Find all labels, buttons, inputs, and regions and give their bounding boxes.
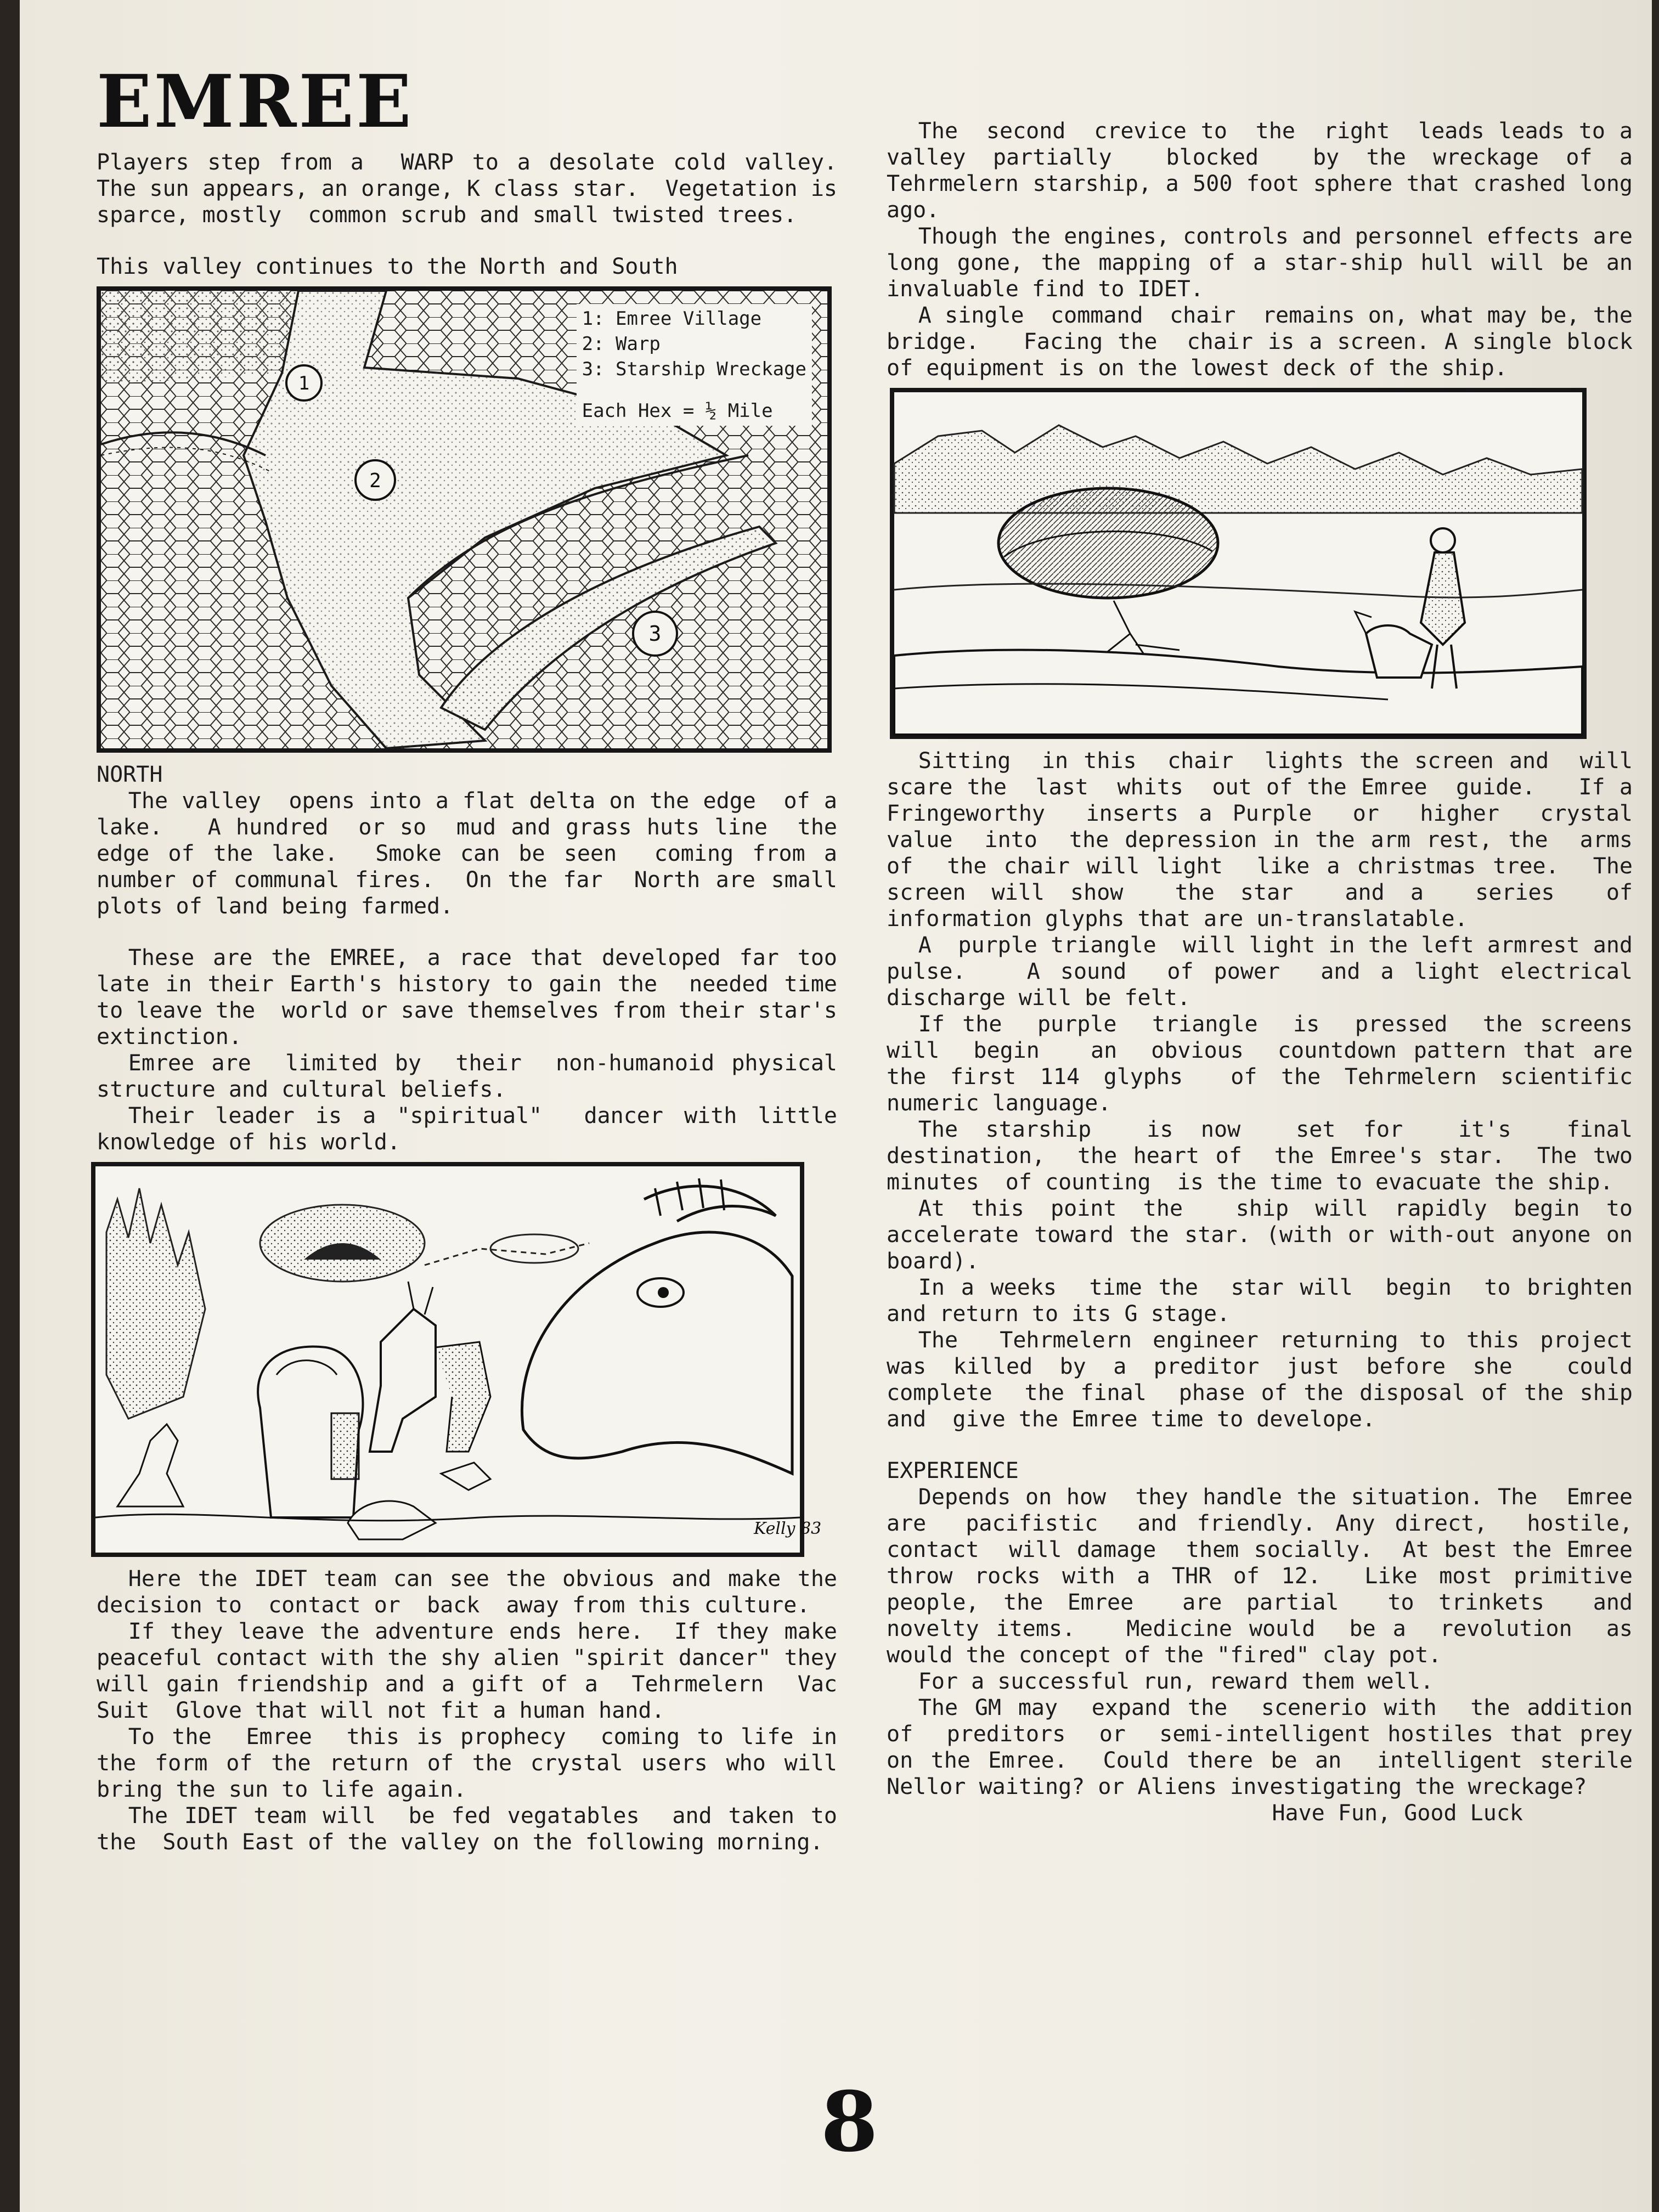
starship-illustration	[890, 388, 1587, 739]
hospitality-paragraph: The IDET team will be fed vegatables and taken to the South East of the valley on the following morning.	[97, 1803, 851, 1855]
sitting-paragraph: Sitting in this chair lights the screen and will scare the last whits out of the Emree guide. If a Fringeworthy inserts a Purple or higher crystal value into the depression in the arm rest, the arms of the chair will light like a christmas tree. The screen will show the star and a series of information glyphs that are un-translatable.	[887, 748, 1659, 932]
page-number: 8	[821, 2074, 878, 2170]
right-column	[887, 118, 1659, 1826]
map-scale: Each Hex = ½ Mile	[582, 400, 773, 422]
starship-drawing	[894, 392, 1582, 735]
engineer-paragraph: The Tehrmelern engineer returning to this project was killed by a preditor just before she could complete the final phase of the disposal of the ship and give the Emree time to develope.	[887, 1328, 1659, 1432]
chair-paragraph: A single command chair remains on, what may be, the bridge. Facing the chair is a screen. A single block of equipment is on the lowest deck of the ship.	[887, 303, 1659, 381]
emree-paragraph-2: Emree are limited by their non-humanoid physical structure and cultural beliefs.	[97, 1051, 851, 1102]
article-title: EMREE	[97, 59, 414, 144]
hull-paragraph: Though the engines, controls and personnel effects are long gone, the mapping of a star-ship hull will be an invaluable find to IDET.	[887, 224, 1646, 302]
map-marker-2: 2	[369, 470, 381, 492]
emree-paragraph-3: Their leader is a "spiritual" dancer with little knowledge of his world.	[97, 1103, 851, 1155]
brighten-paragraph: In a weeks time the star will begin to brighten and return to its G stage.	[887, 1275, 1646, 1327]
village-illustration	[91, 1162, 822, 1557]
page	[20, 0, 1659, 2212]
map-marker-3: 3	[648, 622, 662, 646]
countdown-paragraph: If the purple triangle is pressed the screens will begin an obvious countdown pattern that are the first 114 glyphs of the Tehrmelern scientific numeric language.	[887, 1012, 1659, 1116]
north-heading: NORTH	[97, 762, 163, 787]
left-column	[97, 59, 864, 1855]
artist-signature: Kelly 83	[754, 1519, 822, 1538]
emree-paragraph-1: These are the EMREE, a race that developed far too late in their Earth's history to gain the needed time to leave the world or save themselves from their star's extinction.	[97, 945, 864, 1049]
prophecy-paragraph: To the Emree this is prophecy coming to life in the form of the return of the crystal users who will bring the sun to life again.	[97, 1724, 851, 1802]
signoff: Have Fun, Good Luck	[1272, 1801, 1523, 1826]
north-paragraph: The valley opens into a flat delta on the edge of a lake. A hundred or so mud and grass huts line the edge of the lake. Smoke can be seen coming from a number of communal fires. On the far North are small plots of land being farmed.	[97, 788, 864, 919]
legend-item-wreckage: 3: Starship Wreckage	[582, 358, 806, 380]
crevice-paragraph: The second crevice to the right leads leads to a valley partially blocked by the wreckage of a Tehrmelern starship, a 500 foot sphere that crashed long ago.	[887, 119, 1659, 223]
contact-paragraph: Here the IDET team can see the obvious and make the decision to contact or back away from this culture.	[97, 1566, 864, 1618]
experience-heading: EXPERIENCE	[887, 1458, 1019, 1483]
outcome-paragraph: If they leave the adventure ends here. If they make peaceful contact with the shy alien "spirit dancer" they will gain friendship and a gift of a Tehrmelern Vac Suit Glove that will not fit a human hand.	[97, 1619, 851, 1723]
legend-item-warp: 2: Warp	[582, 333, 661, 355]
map-legend	[577, 304, 812, 426]
map-marker-1: 1	[298, 373, 310, 394]
experience-paragraph-1: Depends on how they handle the situation. The Emree are pacifistic and friendly. Any direct, hostile, contact will damage them socially. At best the Emree throw rocks with a THR of 12. Like most primitive people, the Emree are partial to trinkets and novelty items. Medicine would be a revolution as would the concept of the "fired" clay pot.	[887, 1485, 1659, 1668]
experience-paragraph-3: The GM may expand the scenerio with the addition of preditors or semi-intelligent hostiles that prey on the Emree. Could there be an intelligent sterile Nellor waiting? or Aliens investigating the wreckage?	[887, 1695, 1659, 1799]
bleed-through-text	[706, 0, 726, 59]
triangle-paragraph: A purple triangle will light in the left armrest and pulse. A sound of power and a light electrical discharge will be felt.	[887, 933, 1646, 1011]
intro-paragraph: Players step from a WARP to a desolate cold valley. The sun appears, an orange, K class star. Vegetation is sparce, mostly common scrub and small twisted trees.	[97, 150, 864, 228]
legend-item-village: 1: Emree Village	[582, 308, 762, 330]
village-drawing	[95, 1166, 822, 1553]
valley-map	[97, 286, 832, 753]
experience-paragraph-2: For a successful run, reward them well.	[918, 1669, 1434, 1694]
valley-note: This valley continues to the North and South	[97, 254, 678, 279]
accelerate-paragraph: At this point the ship will rapidly begin to accelerate toward the star. (with or with-out anyone on board).	[887, 1196, 1646, 1274]
destination-paragraph: The starship is now set for it's final destination, the heart of the Emree's star. The two minutes of counting is the time to evacuate the ship.	[887, 1117, 1659, 1195]
